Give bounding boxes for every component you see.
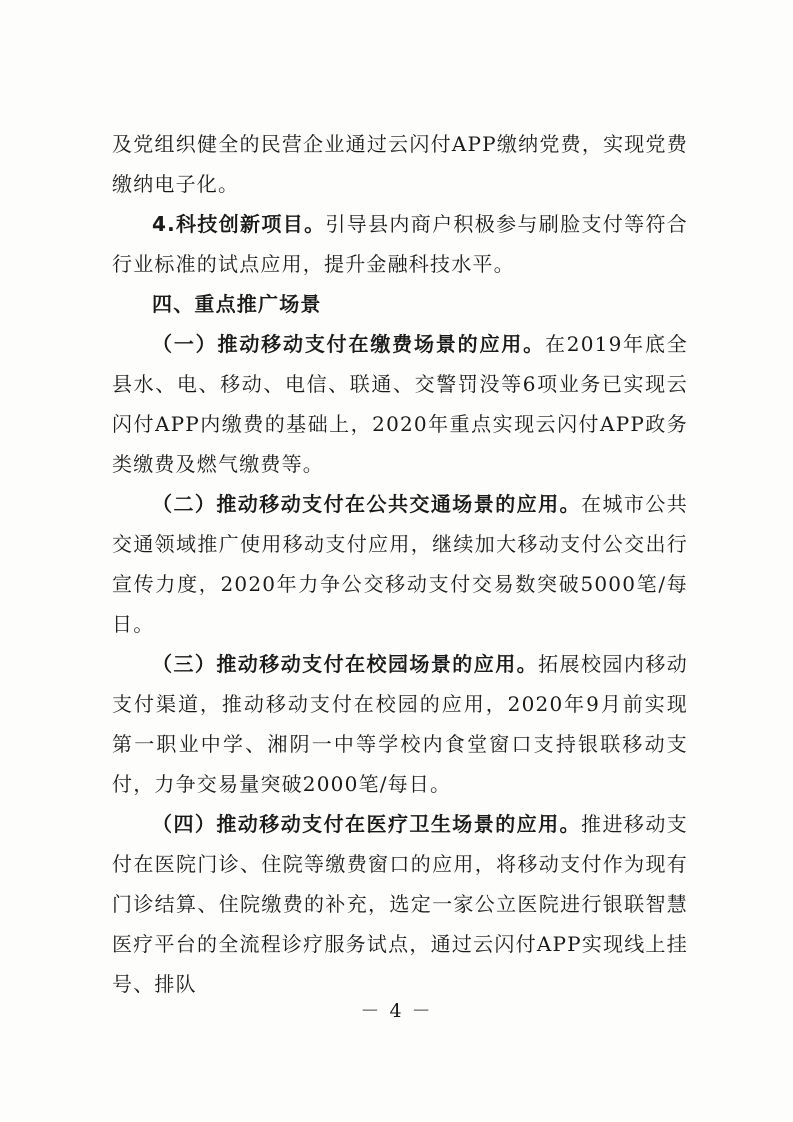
page-number: － 4 － [360,1000,433,1022]
paragraph-medical-scenario [112,804,688,1004]
section-heading: 四、重点推广场景 [152,292,322,316]
paragraph-payment-scenario [112,324,688,484]
document-body [112,124,688,1004]
paragraph-text: 推进移动支付在医院门诊、住院等缴费窗口的应用，将移动支付作为现有门诊结算、住院缴费的补充，选定一家公立医院进行银联智慧医疗平台的全流程诊疗服务试点，通过云闪付APP实现线上挂号、排队 [112,812,688,996]
item-lead: 4.科技创新项目。 [152,212,326,236]
item-lead: （二）推动移动支付在公共交通场景的应用。 [152,492,581,516]
paragraph-text: 在2019年底全县水、电、移动、电信、联通、交警罚没等6项业务已实现云闪付APP内缴费的基础上，2020年重点实现云闪付APP政务类缴费及燃气缴费等。 [112,332,688,476]
paragraph-tech-innovation [112,204,688,284]
section-heading-key-scenarios [112,284,688,324]
item-lead: （一）推动移动支付在缴费场景的应用。 [152,332,545,356]
paragraph-party-fee-continuation [112,124,688,204]
paragraph-text: 及党组织健全的民营企业通过云闪付APP缴纳党费，实现党费缴纳电子化。 [112,132,688,196]
paragraph-campus-scenario [112,644,688,804]
item-lead: （四）推动移动支付在医疗卫生场景的应用。 [152,812,581,836]
paragraph-public-transport-scenario [112,484,688,644]
paragraph-text: 在城市公共交通领域推广使用移动支付应用，继续加大移动支付公交出行宣传力度，2020年力争公交移动支付交易数突破5000笔/每日。 [112,492,688,636]
item-lead: （三）推动移动支付在校园场景的应用。 [152,652,539,676]
paragraph-text: 引导县内商户积极参与刷脸支付等符合行业标准的试点应用，提升金融科技水平。 [112,212,688,276]
paragraph-text: 拓展校园内移动支付渠道，推动移动支付在校园的应用，2020年9月前实现第一职业中学、湘阴一中等学校内食堂窗口支持银联移动支付，力争交易量突破2000笔/每日。 [112,652,688,796]
